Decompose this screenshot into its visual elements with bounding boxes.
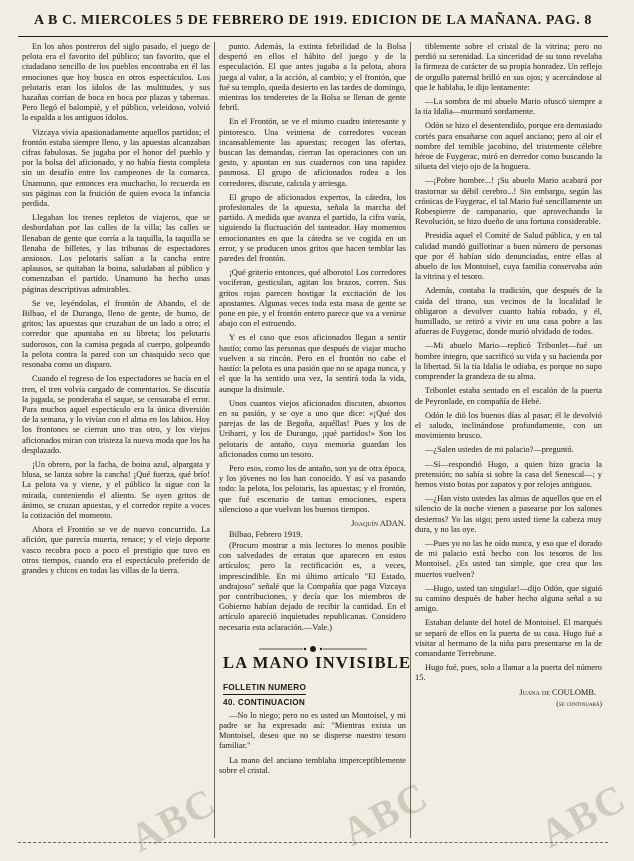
header-rule xyxy=(18,36,608,37)
article-paragraph: Cuando el regreso de los espectadores se hacía en el tren, el tren volvía cargado de comentarios. Se discutía la jugada, se ponderaba el saque, se censuraba el error. Para muchos aquel espectáculo era la única diversión de la semana, y lo vivían con el alma en los labios. Hoy los frontones se cierran uno tras otro, y los viejos aficionados miran con tristeza la nueva moda que los ha desplazado. xyxy=(22,374,210,455)
serial-paragraph: —¡Pobre hombre...! ¡Su abuelo Mario acabará por trastornar su débil cerebro...! Sin embargo, según las crónicas de Fuygerac, el tal Mario fué sencillamente un Robespierre de campanario, que aprovechando la Revolución, se hizo dueño de una fortuna considerable. xyxy=(415,176,602,227)
serial-paragraph: Hugo fué, pues, solo a llamar a la puerta del número 15. xyxy=(415,663,602,683)
article-signature: Joaquín ADAN. xyxy=(351,518,406,528)
serial-paragraph: —¿Salen ustedes de mi palacio?—preguntó. xyxy=(425,445,574,455)
serial-continuation-label: 40. CONTINUACION xyxy=(223,697,306,707)
article-paragraph: Llegaban los trenes repletos de viajeros, que se desbordaban por las calles de la villa; las calles se llenaban de gente que corría a la taquilla, la taquilla se llenaba de billetes, y las tribunas de espectadores ansiosos. Los pelotaris salían a la cancha entre aplausos, se quitaban la boina, saludaban al público y comenzaban el partido. Unamuno ha hecho unas páginas descriptivas admirables. xyxy=(22,213,210,294)
article-paragraph: ¡Qué griterío entonces, qué alboroto! Los corredores vociferan, gesticulan, agitan los brazos, corren. Sus gritos rojas parecen hostigar la excitación de los apostantes. Algunas veces toda esta masa de gente se pone en pie, y el frontón entero parece que va a venirse abajo con el estruendo. xyxy=(219,268,406,329)
article-paragraph: Se ve, leyéndolas, el frontón de Abando, el de Bilbao, el de Durango, lleno de gente, de humo, de gritos; las apuestas que cruzaban de un lado a otro; el corredor que apuntaba en su libreta; los pelotaris sudorosos, con la camisa pegada al cuerpo, golpeando la pelota contra la pared con un chasquido seco que resonaba como un disparo. xyxy=(22,298,210,370)
serial-paragraph: tiblemente sobre el cristal de la vitrina; pero no perdió su serenidad. La sinceridad de su tono revelaba la firmeza de carácter de su propia honradez. Un reflejo de orgullo paternal brilló en sus ojos; y acercándose al que le hablaba, le dijo lentamente: xyxy=(415,42,602,92)
columns xyxy=(18,42,608,838)
article-dateline: Bilbao, Febrero 1919. xyxy=(229,529,303,539)
continuara-label: (se continuará) xyxy=(556,698,602,708)
serial-paragraph: Odón le dió los buenos días al pasar; él le devolvió el saludo, inclinándose profundamente, con un movimiento brusco. xyxy=(415,410,602,441)
serial-paragraph: Estaban delante del hotel de Montoisel. El marqués se separó de ellos en la puerta de su casa. Hugo fué a visitar al hermano de la niña para presentarse en la de comandante Terrebrune. xyxy=(415,618,602,658)
serial-paragraph: Tribonlet estaba sentado en el escalón de la puerta de Peyronlade, en compañía de Hebé. xyxy=(415,386,602,406)
serial-paragraph: —La sombra de mi abuelo Mario ofuscó siempre a la tía Idalia—murmuró sordamente. xyxy=(415,97,602,117)
serial-title: LA MANO INVISIBLE xyxy=(223,652,412,672)
article-paragraph: Vizcaya vivía apasionadamente aquellos partidos; el frontón estaba siempre lleno, y las apuestas alcanzaban cifras fabulosas. Se jugaba por el honor del pueblo y por la bolsa del aficionado, y no había fiesta completa sin un desafío entre los campeones de la comarca. Unamuno, que entonces era muchacho, lo recuerda en sus páginas con la fruición de quien evoca la infancia perdida. xyxy=(22,127,210,209)
article-paragraph: El grupo de aficionados expertos, la cátedra, los profesionales de la apuesta, señala la marcha del partido. A medida que avanza el partido, la cifra varía, siguiendo la fluctuación del tanteador. Hay momentos emocionantes en que la cátedra se ve cogida en un error, y se producen unos gritos que hacen temblar las paredes del frontón. xyxy=(219,192,406,264)
article-paragraph: En el Frontón, se ve el mismo cuadro interesante y pintoresco. Una veintena de corredores vocean incansablemente las apuestas; recogen las ofertas, buscan las demandas, cierran las operaciones con un gesto, y apuntan en sus cuadernos con una rapidez pasmosa. El grupo de aficionados rodea a los corredores, discute, calcula y arriesga. xyxy=(219,117,406,188)
serial-paragraph: —No lo niego; pero no es usted un Montoisel, y mi padre se ha expresado así: "Mientras exista un Montoisel, deseo que no se disperse nuestro tesoro familiar." xyxy=(219,710,406,751)
column-1 xyxy=(18,42,214,838)
serial-paragraph: —Mi abuelo Mario—replicó Tribonlet—fué un hombre íntegro, que sacrificó su vida y su hacienda por la libertad. Si la tía Idalia le odiaba, es porque no supo comprender la grandeza de su alma. xyxy=(415,341,602,382)
article-paragraph: Y es el caso que esos aficionados llegan a sentir hastío; como las personas que después de viajar mucho vuelven a su rincón. Pero en el frontón no cabe el hastío: la pelota es una pasión que no se apaga nunca, y el que la ha sentido una vez, la sentirá toda la vida, aunque la disimule. xyxy=(219,333,406,394)
serial-folletin-label: FOLLETIN NUMERO xyxy=(223,683,306,695)
fleuron-divider-icon xyxy=(219,639,406,649)
watermark-abc: ABC xyxy=(532,774,634,857)
watermark-abc: ABC xyxy=(122,778,224,861)
footer-rule xyxy=(18,842,608,846)
column-2 xyxy=(214,42,410,838)
serial-paragraph: Presidía aquel el Comité de Salud pública, y en tal calidad mandó guillotinar a buen número de personas que por él habían sido denunciadas, entre ellas al abuelo de los Montoisel, cuya familia conservaba aún la vitrina y el tesoro. xyxy=(415,231,602,282)
serial-paragraph: —Pues yo no las he oído nunca, y eso que el dorado de mi palacio está hecho con los tesoros de los Montoisel. ¿Es usted tan simple, que crea que los muertos vuelven? xyxy=(415,538,602,579)
serial-paragraph: Además, contaba la tradición, que después de la caída del tirano, sus vecinos de la localidad le obligaron a devolver cuanto había robado, y él, humillado, se retiró a vivir en una casa pobre a las afueras de Fuygerac, donde murió olvidado de todos. xyxy=(415,286,602,337)
serial-paragraph: —Hugo, usted tan singular!—dijo Odón, que siguió su camino después de haber hecho alguna señal a su amigo. xyxy=(415,583,602,614)
article-paragraph: Pero esos, como los de antaño, son ya de otra época, y los jóvenes no los han conocido. Y así va pasando todo: la pelota, los pelotaris, las apuestas; y el frontón, que fué escenario de tantas emociones, espera silencioso a que vuelvan los buenos tiempos. xyxy=(219,463,406,514)
header-title: A B C. MIERCOLES 5 DE FEBRERO DE 1919. EDICION DE LA MAÑANA. PAG. 8 xyxy=(34,13,592,28)
serial-paragraph: La mano del anciano temblaba imperceptiblemente sobre el cristal. xyxy=(219,755,406,775)
article-paragraph: ¡Un obrero, por la facha, de boina azul, alpargata y blusa, se lanza sobre la cancha! ¡Qué fuerza, qué brío! La pelota va y viene, y el público la sigue con la mirada, conteniendo el aliento. Se oyen gritos de ánimo, se cruzan apuestas, y el corredor repite a voces la cotización del momento. xyxy=(22,459,210,520)
article-paragraph: punto. Además, la extinta febrilidad de la Bolsa despertó en ellos el hábito del juego y de la especulación. El que antes jugaba a la pelota, ahora juega al valor, a la acción, al cambio; y el frontón, que fué su templo, queda desierto en las tardes de domingo, mientras los tenderetes de la Bolsa se llenan de gente febril. xyxy=(219,42,406,113)
article-note: (Procuro mostrar a mis lectores lo menos posible con salvedades de erratas que aparecen en estos artículos; pero la rectificación es, a veces, imprescindible. En mi último artículo "El Estado, andrajoso" señalé que la Compañía que paga Vizcaya por contribuciones, y decía que los miembros de Gobierno habían dejado de recibir la cantidad. En el artículo apareció inquietudes republicanas. Considero necesaria esta aclaración.—Vale.) xyxy=(219,540,406,632)
article-paragraph: En los años postreros del siglo pasado, el juego de pelota era el favorito del público; tan favorito, que el ciudadano sencillo de los pueblos encontraba en él las emociones que hoy busca en otros espectáculos. Los pelotaris eran los ídolos de las multitudes, y sus hazañas corrían de boca en boca por plazas y tabernas. Pero llegó el balompié, y el público, veleidoso, volvió la espalda a los antiguos ídolos. xyxy=(22,42,210,123)
serial-paragraph: Odón se hizo el desentendido, porque era demasiado cortés para ensañarse con aquel anciano; pero al oír el nombre del temible jacobino, del tristemente célebre héroe de Fuygerac, miró en derredor como buscando la silueta del viejo ojo de la hoguera. xyxy=(415,121,602,172)
serial-signature: Juana de COULOMB. xyxy=(519,687,596,697)
column-3 xyxy=(410,42,606,838)
serial-paragraph: —Sí—respondió Hugo, a quien hizo gracia la pretensión; no sabía si sobre la casa del Senescal—; y hemos visto botas por zapatos y por relojes antiguos. xyxy=(415,459,602,489)
article-paragraph: Unos cuantos viejos aficionados discuten, absortos en su pasión, y se oye a uno que dice: «¡Qué dos parejas de las de Begoña, aquéllas! Pues y los de Uribarri, y los de Durango, ¡qué partidos!» Son los pelotaris de antaño, cuya memoria guardan los aficionados como un tesoro. xyxy=(219,398,406,459)
watermark-abc: ABC xyxy=(334,772,436,855)
serial-paragraph: —¿Han visto ustedes las almas de aquellos que en el silencio de la noche vienen a pasearse por los salones desiertos? Yo las oigo; pero usted tiene la cabeza muy dura, y no las oye. xyxy=(415,494,602,534)
article-paragraph: Ahora el Frontón se ve de nuevo concurrido. La afición, que parecía muerta, renace; y el viejo deporte vasco recobra poco a poco el prestigio que tuvo en otros tiempos, cuando era el espectáculo preferido de grandes y chicos en todas las villas de la tierra. xyxy=(22,525,210,575)
page-header xyxy=(18,6,608,36)
